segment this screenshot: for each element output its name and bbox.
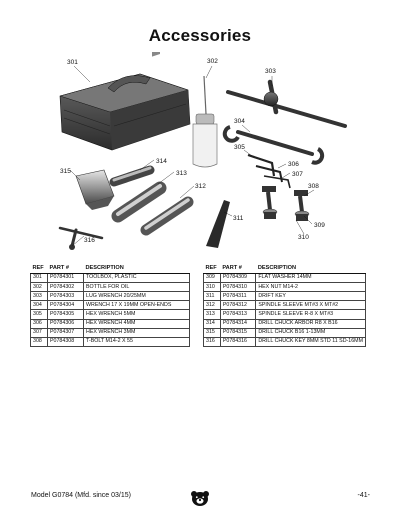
table-row (31, 337, 190, 346)
ref-cell: 301 (31, 274, 48, 283)
description-cell: HEX WRENCH 5MM (84, 310, 190, 319)
table-row (31, 301, 190, 310)
description-cell: DRIFT KEY (256, 292, 366, 301)
ref-cell: 305 (31, 310, 48, 319)
t-bolt-icon (262, 186, 309, 221)
description-cell: FLAT WASHER 14MM (256, 274, 366, 283)
description-header: DESCRIPTION (256, 266, 366, 274)
callout-315: 315 (60, 168, 71, 175)
ref-cell: 311 (204, 292, 221, 301)
part-number-cell: P0784304 (48, 301, 84, 310)
part-number-cell: P0784312 (220, 301, 255, 310)
spindle-sleeve-icon (118, 186, 188, 230)
ref-cell: 308 (31, 337, 48, 346)
part-number-cell: P0784315 (220, 328, 255, 337)
description-cell: SPINDLE SLEEVE R-8 X MT#3 (256, 310, 366, 319)
part-number-cell: P0784308 (48, 337, 84, 346)
ref-cell: 304 (31, 301, 48, 310)
description-cell: LUG WRENCH 20/25MM (84, 292, 190, 301)
ref-header: REF (204, 266, 221, 274)
ref-cell: 303 (31, 292, 48, 301)
callout-307: 307 (292, 171, 303, 178)
table-row (204, 274, 366, 283)
description-cell: DRILL CHUCK KEY 8MM STD 11 SD-16MM (256, 337, 366, 346)
table-row (204, 328, 366, 337)
part-number-header: PART # (48, 266, 84, 274)
part-number-cell: P0784307 (48, 328, 84, 337)
callout-304: 304 (234, 118, 245, 125)
ref-cell: 310 (204, 283, 221, 292)
ref-cell: 307 (31, 328, 48, 337)
table-row (31, 283, 190, 292)
description-cell: DRILL CHUCK ARBOR R8 X B16 (256, 319, 366, 328)
part-number-cell: P0784313 (220, 310, 255, 319)
description-cell: WRENCH 17 X 19MM OPEN-ENDS (84, 301, 190, 310)
callout-316: 316 (84, 237, 95, 244)
callout-302: 302 (207, 58, 218, 65)
part-number-cell: P0784310 (220, 283, 255, 292)
oil-bottle-icon (193, 76, 217, 167)
table-row (31, 319, 190, 328)
callout-301: 301 (67, 59, 78, 66)
callout-305: 305 (234, 144, 245, 151)
table-row (31, 328, 190, 337)
description-cell: HEX WRENCH 3MM (84, 328, 190, 337)
ref-cell: 306 (31, 319, 48, 328)
hex-wrench-icon (248, 155, 290, 188)
table-row (204, 292, 366, 301)
ref-cell: 309 (204, 274, 221, 283)
callout-306: 306 (288, 161, 299, 168)
part-number-cell: P0784311 (220, 292, 255, 301)
accessories-illustration (0, 52, 400, 267)
description-cell: HEX WRENCH 4MM (84, 319, 190, 328)
callout-311: 311 (233, 215, 244, 222)
table-row (204, 283, 366, 292)
description-cell: SPINDLE SLEEVE MT#3 X MT#2 (256, 301, 366, 310)
table-row (31, 310, 190, 319)
callout-313: 313 (176, 170, 187, 177)
chuck-key-icon (60, 228, 102, 250)
description-header: DESCRIPTION (84, 266, 190, 274)
lug-wrench-icon (228, 82, 345, 126)
bear-head-logo-icon (190, 490, 210, 506)
description-cell: TOOLBOX, PLASTIC (84, 274, 190, 283)
ref-cell: 302 (31, 283, 48, 292)
page-title: Accessories (148, 26, 252, 45)
description-cell: HEX NUT M14-2 (256, 283, 366, 292)
part-number-cell: P0784302 (48, 283, 84, 292)
table-row (204, 310, 366, 319)
part-number-cell: P0784305 (48, 310, 84, 319)
part-number-cell: P0784309 (220, 274, 255, 283)
drift-key-icon (206, 200, 230, 248)
part-number-cell: P0784314 (220, 319, 255, 328)
toolbox-icon (60, 52, 190, 150)
callout-312: 312 (195, 183, 206, 190)
footer-page-number: -41- (357, 492, 370, 499)
part-number-header: PART # (220, 266, 255, 274)
ref-cell: 315 (204, 328, 221, 337)
part-number-cell: P0784316 (220, 337, 255, 346)
parts-table-left (30, 266, 190, 347)
ref-header: REF (31, 266, 48, 274)
ref-cell: 313 (204, 310, 221, 319)
callout-303: 303 (265, 68, 276, 75)
callout-309: 309 (314, 222, 325, 229)
callout-308: 308 (308, 183, 319, 190)
description-cell: DRILL CHUCK B16 1-13MM (256, 328, 366, 337)
table-row (204, 301, 366, 310)
table-row (204, 319, 366, 328)
description-cell: BOTTLE FOR OIL (84, 283, 190, 292)
callout-314: 314 (156, 158, 167, 165)
table-row (31, 292, 190, 301)
description-cell: T-BOLT M14-2 X 55 (84, 337, 190, 346)
footer-model: Model G0784 (Mfd. since 03/15) (31, 492, 131, 499)
ref-cell: 312 (204, 301, 221, 310)
ref-cell: 316 (204, 337, 221, 346)
callout-310: 310 (298, 234, 309, 241)
part-number-cell: P0784301 (48, 274, 84, 283)
table-row (204, 337, 366, 346)
part-number-cell: P0784306 (48, 319, 84, 328)
ref-cell: 314 (204, 319, 221, 328)
part-number-cell: P0784303 (48, 292, 84, 301)
parts-table-right (203, 266, 366, 347)
table-row (31, 274, 190, 283)
